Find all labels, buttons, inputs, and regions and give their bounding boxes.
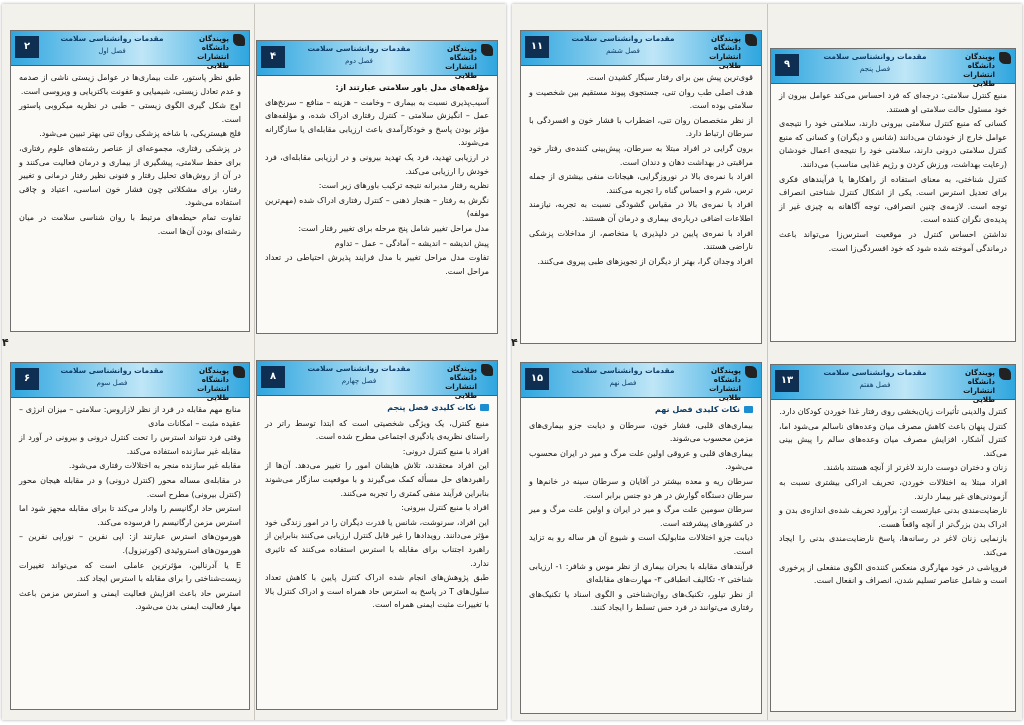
page-number: ۸ [261,366,285,388]
brand-logo-icon [481,44,493,56]
card-page-11 [520,30,762,344]
card-page-13 [770,364,1016,712]
chapter-label: فصل سوم [96,379,128,387]
paragraph: برون گرایی در افراد مبتلا به سرطان، پیش‌بینی کننده‌ی رفتار خود مراقبتی در بهداشت دهان و دندان است. [529,143,753,167]
paragraph: استرس حاد ارگانیسم را وادار می‌کند تا برای مقابله مجهز شود اما استرس مزمن ارگانیسم را فرسوده می‌کند. [19,504,241,527]
chapter-label: فصل هفتم [859,381,891,389]
chapter-label: فصل پنجم [859,65,891,73]
card-page-6 [10,362,250,710]
paragraph: مدل مراحل تغییر شامل پنج مرحله برای تغییر رفتار است: [298,223,489,233]
brand-block: پویندگان دانشگاه انتشارات طلایی [421,364,491,400]
paragraph: کسانی که منبع کنترل سلامتی بیرونی دارند، سلامتی خود را نتیجه‌ی عوامل خارج از خودشان می‌دانند (شانس و دیگران) و کسانی که منبع کنترل سلامتی درونی دارند، سلامتی خود را نتیجه‌ی اعمال خودشان (رعایت بهداشت، ورزش کردن و رژیم غذایی مناسب) می‌دانند. [779,119,1007,169]
paragraph: فلج هیستریکی، با شاخه پزشکی روان تنی بهتر تبیین می‌شود. [39,129,241,139]
card-body [529,71,753,337]
paragraph: منبع کنترل سلامتی: درجه‌ای که فرد احساس می‌کند عوامل بیرون از خود مسئول حالت سلامتی او هستند. [779,91,1007,114]
card-header [521,31,761,70]
brand-logo-icon [745,366,757,378]
paragraph: زنان و دختران دوست دارند لاغرتر از آنچه هستند باشند. [823,463,1007,473]
paragraph: اوج شکل گیری الگوی زیستی – طبی در نظریه میکروبی پاستور است. [19,101,241,124]
paragraph: افراد با منبع کنترل درونی: [402,446,489,456]
brand-logo-icon [481,364,493,376]
page-number: ۲ [15,36,39,58]
paragraph: فروپاشی در خود مهارگری منعکس کننده‌ی الگوی منفعلی از پرخوری است و شامل عناصر تسلیم شدن، انصراف و انفعال است. [779,562,1007,586]
brand-block: پویندگان دانشگاه انتشارات طلایی [421,44,491,80]
paragraph: فرآیندهای مقابله با بحران بیماری از نظر موس و شافر: ۱- ارزیابی شناختی ۲- تکالیف انطباقی ۳- مهارت‌های مقابله‌ای [529,561,754,585]
paragraph: بازنمایی زنان لاغر در رسانه‌ها، پاسخ نارضایت‌مندی بدنی را ایجاد می‌کند. [779,534,1007,557]
left-spread-fold [254,4,255,720]
paragraph: در مقابله‌ی مساله محور (کنترل درونی) و در مقابله هیجان محور (کنترل بیرونی) مطرح است. [19,475,241,499]
section-heading: نکات کلیدی فصل نهم [529,403,753,417]
chapter-label: فصل اول [98,47,126,55]
page-number: ۱۱ [525,36,549,58]
paragraph: این افراد، سرنوشت، شانس یا قدرت دیگران را در امور زندگی خود مؤثر می‌دانند. رویدادها را غیر قابل کنترل ارزیابی می‌کنند بنابراین از راهبرد اجتناب برای مقابله با استرس استفاده می‌کنند که تاثیری ندارد. [265,517,489,568]
page-number: ۴ [261,46,285,68]
paragraph: افراد مبتلا به اختلالات خوردن، تحریف ادراکی بیشتری نسبت به آزمودنی‌های غیر بیمار دارند. [779,477,1007,501]
card-header [771,49,1015,88]
paragraph: E یا آدرنالین، مؤثرترین عاملی است که می‌تواند تغییرات زیست‌شناختی را برای مقابله با استرس ایجاد کند. [19,560,241,584]
paragraph: افراد با نمره‌ی بالا در مقیاس گشودگی نسبت به تجربه، نیازمند اطلاعات اضافی درباره‌ی بیماری و درمان آن هستند. [529,200,753,223]
paragraph: هورمون‌های استرس عبارتند از: اپی نفرین – نوراپی نفرین – هورمون‌های استروئیدی (کورتیزول). [19,532,241,555]
margin-mark-left: ۴ [2,336,9,349]
brand-logo-icon [999,52,1011,64]
paragraph: منابع مهم مقابله در فرد از نظر لازاروس: سلامتی – میزان انرژی – عقیده مثبت – امکانات مادی [19,405,241,428]
right-spread-fold [767,4,768,720]
card-header [11,31,249,70]
brand-logo-icon [233,366,245,378]
paragraph: هدف اصلی طب روان تنی، جستجوی پیوند مستقیم بین شخصیت و سلامتی بوده است. [529,87,753,111]
paragraph: از نظر متخصصان روان تنی، اضطراب با فشار خون و افسردگی با سرطان ارتباط دارد. [529,115,753,139]
chapter-label: فصل چهارم [341,377,377,385]
paragraph: سرطان سومین علت مرگ و میر در ایران و اولین علت مرگ و میر در کشورهای پیشرفته است. [529,505,753,528]
page-number: ۱۳ [775,370,799,392]
brand-block: پویندگان دانشگاه انتشارات طلایی [173,366,243,402]
brand-logo-icon [233,34,245,46]
paragraph: کنترل والدینی تأثیرات زیان‌بخشی روی رفتار غذا خوردن کودکان دارد. [779,407,1007,416]
paragraph: افراد وجدان گرا، بهتر از دیگران از تجویزهای طبی پیروی می‌کنند. [537,256,753,266]
paragraph: پیش اندیشه – اندیشه – آمادگی – عمل – تداوم [334,238,489,248]
paragraph: در پزشکی رفتاری، مجموعه‌ای از عناصر رشته‌های علوم رفتاری، برای حفظ سلامتی، پیشگیری از بیماری و درمان فعالیت می‌کنند و در آن از روش‌های تحلیل رفتار و فنونی نظیر رفتار درمانی و تغییر رفتار، برای مشکلاتی چون فشار خون اساسی، اعتیاد و چاقی استفاده می‌شود. [19,143,241,208]
brand-block: پویندگان دانشگاه انتشارات طلایی [939,368,1009,404]
paragraph: سرطان ریه و معده بیشتر در آقایان و سرطان سینه در خانم‌ها و سرطان دستگاه گوارش در هر دو جنس برابر است. [529,476,753,500]
paragraph: قوی‌ترین پیش بین برای رفتار سیگار کشیدن است. [586,73,753,82]
card-body [265,401,489,703]
card-page-15 [520,362,762,714]
brand-block: پویندگان دانشگاه انتشارات طلایی [939,52,1009,88]
brand-block: پویندگان دانشگاه انتشارات طلایی [685,366,755,402]
chapter-label: فصل نهم [609,379,637,387]
subject-title: مقدمات روانشناسی سلامت [823,368,927,377]
paragraph: این افراد معتقدند، تلاش هایشان امور را تغییر می‌دهد. آن‌ها از راهبردهای حل مسأله کمک می‌گیرند و با موقعیت سازگار می‌شوند بنابراین فرآیند منفی کمتری را تجربه می‌کنند. [265,461,489,498]
paragraph: مؤلفه‌های مدل باور سلامتی عبارتند از: [335,83,489,92]
subject-title: مقدمات روانشناسی سلامت [307,44,411,53]
card-page-8 [256,360,498,710]
paragraph: طبق پژوهش‌های انجام شده ادراک کنترل پایین با کاهش تعداد سلول‌های T در پاسخ به استرس حاد همراه است و ادراک کنترل بالا با تغییرات مثبت ایمنی همراه است. [265,573,489,610]
paragraph: آسیب‌پذیری نسبت به بیماری – وخامت – هزینه – منافع – سرنخ‌های عمل – انگیزش سلامتی – کنترل رفتاری ادراک شده، و مؤلفه‌های مؤثر بودن پاسخ و خودکارآمدی باعث ارزیابی مقابله‌ای یا سازگارانه می‌شوند. [265,97,489,148]
page-number: ۱۵ [525,368,549,390]
paragraph: مقابله غیر سازنده منجر به اختلالات رفتاری می‌شود. [68,461,241,471]
paragraph: نظریه رفتار مدبرانه نتیجه ترکیب باورهای زیر است: [318,181,489,191]
card-header [11,363,249,402]
subject-title: مقدمات روانشناسی سلامت [307,364,411,373]
brand-logo-icon [745,34,757,46]
card-body [779,405,1007,705]
paragraph: کنترل شناختی، به معنای استفاده از راهکارها یا فرآیندهای فکری برای تعدیل استرس است. یکی از اشکال کنترل شناختی انصراف توجه است. لازمه‌ی چنین انصرافی، توجه آگاهانه به چیزی غیر از پدیده‌ی نگران کننده است. [779,174,1007,225]
subject-title: مقدمات روانشناسی سلامت [571,366,675,375]
paragraph: نارضایت‌مندی بدنی عبارتست از: برآورد تحریف شده‌ی اندازه‌ی بدن و ادراک بدن بزرگ‌تر از آنچه واقعاً هست. [779,506,1007,529]
page-number: ۹ [775,54,799,76]
paragraph: بیماری‌های قلبی و عروقی اولین علت مرگ و میر در ایران محسوب می‌شود. [529,448,753,472]
subject-title: مقدمات روانشناسی سلامت [571,34,675,43]
card-body [529,403,753,707]
paragraph: افراد با نمره‌ی بالا در نوروزگرایی، هیجانات منفی بیشتری از جمله ترس، شرم و احساس گناه را تجربه می‌کنند. [529,172,753,195]
subject-title: مقدمات روانشناسی سلامت [823,52,927,61]
paragraph: طبق نظر پاستور، علت بیماری‌ها در عوامل زیستی ناشی از صدمه و عدم تعادل زیستی، شیمیایی و عفونت باکتریایی و ویروسی است. [19,73,241,96]
paragraph: وقتی فرد نتواند استرس را تحت کنترل درونی و بیرونی در آورد از مقابله غیر سازنده استفاده می‌کند. [19,433,241,456]
paragraph: تفاوت مدل مراحل تغییر با مدل فرایند پذیرش احتیاطی در تعداد مراحل است. [265,253,489,276]
card-body [779,89,1007,335]
margin-mark-right: ۴ [511,336,518,349]
subject-title: مقدمات روانشناسی سلامت [60,366,164,375]
chapter-label: فصل دوم [345,57,373,65]
paragraph: دیابت جزو اختلالات متابولیک است و شیوع آن هر ساله رو به تزاید است. [529,533,753,556]
paragraph: تفاوت تمام حیطه‌های مرتبط با روان شناسی سلامت در میان رشته‌ای بودن آن‌ها است. [19,212,241,236]
paragraph: استرس حاد باعث افزایش فعالیت ایمنی و استرس مزمن باعث مهار فعالیت ایمنی بدن می‌شود. [19,588,241,612]
paragraph: کنترل پنهان باعث کاهش مصرف میان وعده‌های ناسالم می‌شود اما، کنترل آشکار، افزایش مصرف میان وعده‌های سالم را پیش بینی می‌کند. [779,421,1007,458]
paragraph: در ارزیابی تهدید، فرد یک تهدید بیرونی و در ارزیابی مقابله‌ای، فرد خودش را ارزیابی می‌کند. [265,152,489,176]
paragraph: نداشتن احساس کنترل در موقعیت استرس‌زا می‌تواند باعث درماندگی آموخته شده شود که خود افسردگی‌زا است. [779,229,1007,253]
section-book-icon [480,404,489,411]
paragraph: بیماری‌های قلبی، فشار خون، سرطان و دیابت جزو بیماری‌های مزمن محسوب می‌شوند. [529,420,753,444]
paragraph: منبع کنترل، یک ویژگی شخصیتی است که ابتدا توسط راتر در راستای نظریه‌ی یادگیری اجتماعی مطرح شده است. [265,418,489,442]
card-page-9 [770,48,1016,342]
card-body [19,71,241,325]
chapter-label: فصل ششم [606,47,640,55]
brand-block: پویندگان دانشگاه انتشارات طلایی [685,34,755,70]
card-page-4 [256,40,498,334]
brand-block: پویندگان دانشگاه انتشارات طلایی [173,34,243,70]
subject-title: مقدمات روانشناسی سلامت [60,34,164,43]
paragraph: افراد با منبع کنترل بیرونی: [401,503,489,513]
card-header [771,365,1015,404]
paragraph: از نظر تیلور، تکنیک‌های روان‌شناختی و الگوی اسناد یا تکنیک‌های رفتاری می‌توانند در فرد حس تسلط را ایجاد کنند. [529,589,753,613]
card-page-2 [10,30,250,332]
card-header [257,361,497,400]
paragraph: افراد با نمره‌ی پایین در دلپذیری یا متخاصم، از مداخلات پزشکی ناراضی هستند. [529,228,753,252]
page-number: ۶ [15,368,39,390]
card-header [521,363,761,402]
paragraph: نگرش به رفتار – هنجار ذهنی – کنترل رفتاری ادراک شده (مهم‌ترین مولفه) [265,195,489,219]
card-header [257,41,497,80]
brand-logo-icon [999,368,1011,380]
card-body [19,403,241,703]
section-heading: نکات کلیدی فصل پنجم [265,401,489,415]
card-body [265,81,489,327]
section-book-icon [744,406,753,413]
